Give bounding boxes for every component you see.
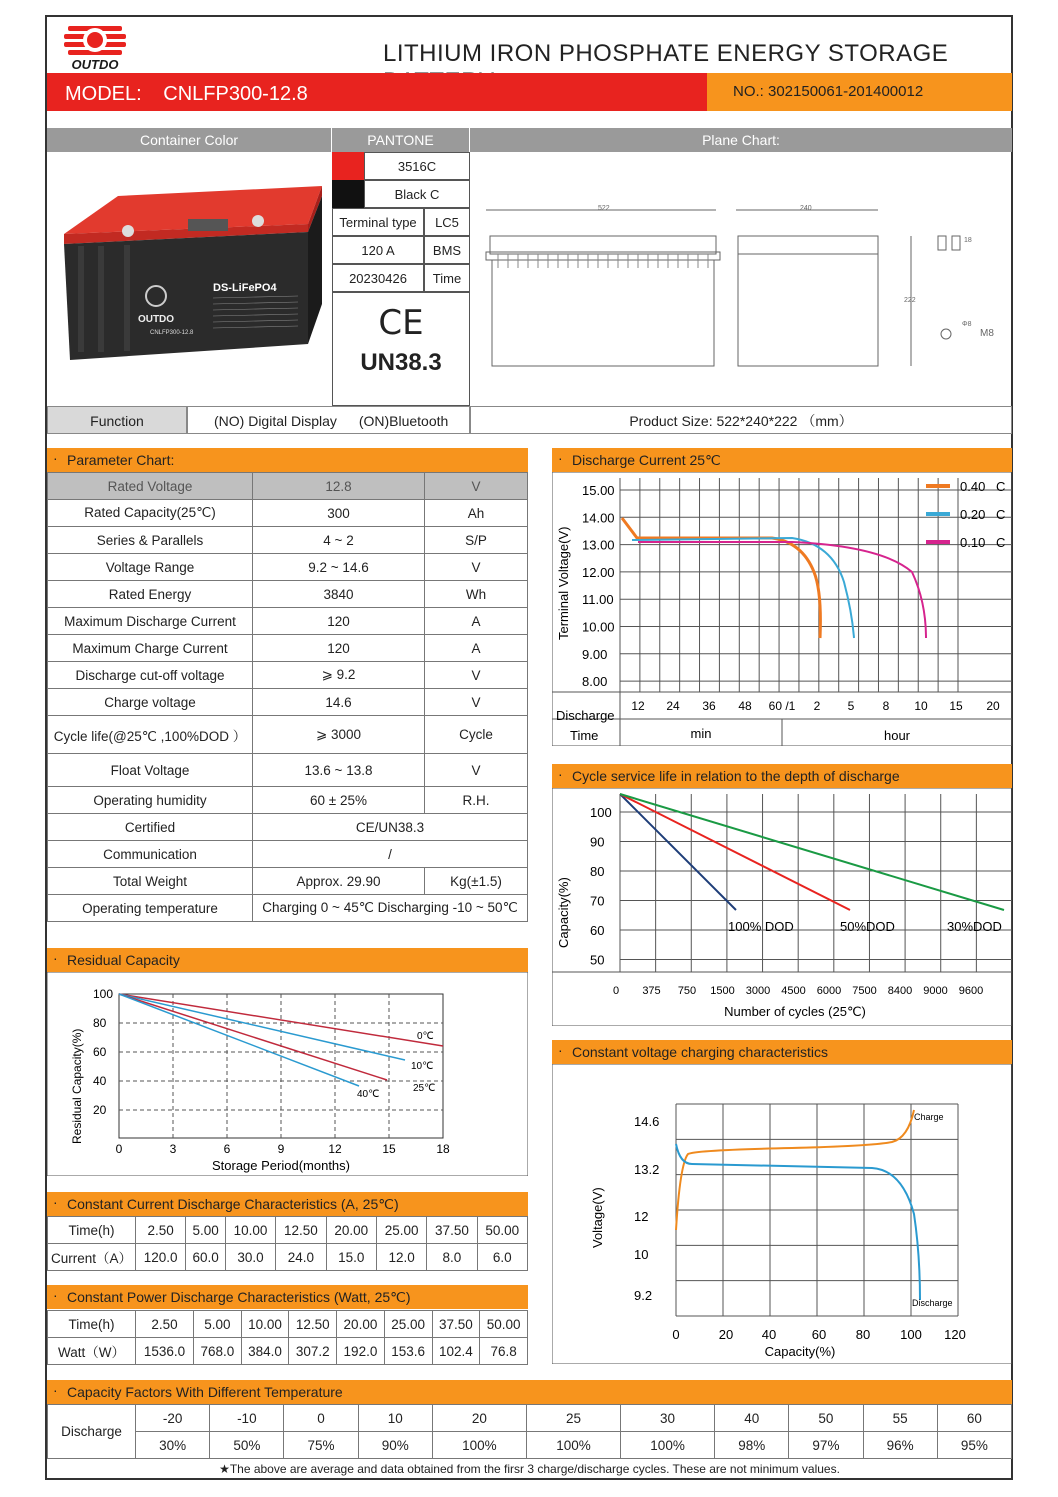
param-value: 3840 bbox=[253, 581, 425, 608]
factor-cell: 97% bbox=[789, 1432, 863, 1459]
dim-length: 522 bbox=[598, 205, 610, 212]
x-tick-label: 20 bbox=[718, 1327, 734, 1342]
table-cell: 12.0 bbox=[376, 1244, 426, 1271]
table-cell: 50.00 bbox=[480, 1311, 528, 1338]
x-tick-label: 4500 bbox=[781, 985, 806, 997]
param-row bbox=[48, 554, 528, 581]
y-tick-label: 20 bbox=[93, 1103, 107, 1117]
param-unit: V bbox=[425, 473, 528, 500]
param-value: 12.8 bbox=[253, 473, 425, 500]
y-tick-label: 40 bbox=[93, 1074, 107, 1088]
param-row bbox=[48, 868, 528, 895]
table-cell: 120.0 bbox=[136, 1244, 186, 1271]
function-digital-display: (NO) Digital Display bbox=[214, 413, 337, 429]
param-value: Charging 0 ~ 45℃ Discharging -10 ~ 50℃ bbox=[253, 895, 528, 922]
y-tick-label: 13.00 bbox=[582, 537, 615, 553]
outdo-logo-icon bbox=[60, 22, 138, 72]
param-unit: V bbox=[425, 554, 528, 581]
y-tick-label: 70 bbox=[590, 893, 605, 909]
cv-charge-header: · Constant voltage charging characteristics bbox=[552, 1040, 1012, 1064]
param-name: Voltage Range bbox=[48, 554, 253, 581]
param-row bbox=[48, 581, 528, 608]
table-cell: 5.00 bbox=[193, 1311, 241, 1338]
table-cell: 25.00 bbox=[384, 1311, 432, 1338]
param-name: Operating temperature bbox=[48, 895, 253, 922]
discharge-label: Discharge bbox=[912, 1298, 953, 1308]
temp-factors-table bbox=[47, 1404, 1012, 1459]
black-swatch bbox=[332, 180, 364, 208]
table-row bbox=[48, 1405, 1012, 1432]
function-value bbox=[187, 406, 470, 434]
legend-unit: C bbox=[996, 479, 1006, 494]
temperature-cell: 40 bbox=[715, 1405, 789, 1432]
series-0.40c bbox=[622, 518, 820, 638]
param-name: Maximum Charge Current bbox=[48, 635, 253, 662]
param-row bbox=[48, 895, 528, 922]
table-cell: 37.50 bbox=[432, 1311, 480, 1338]
param-row bbox=[48, 473, 528, 500]
y-tick-label: 14.6 bbox=[634, 1114, 660, 1129]
temperature-cell: 30 bbox=[621, 1405, 715, 1432]
table-row bbox=[48, 1338, 528, 1365]
x-tick-label: 12 bbox=[328, 1142, 342, 1156]
cv-charge-chart bbox=[552, 1064, 1012, 1364]
footnote: ★The above are average and data obtained from the firsr 3 charge/discharge cycles. These are not minimum values. bbox=[219, 1462, 840, 1476]
brand-name: OUTDO bbox=[71, 57, 119, 72]
x-tick-label: 3000 bbox=[745, 985, 771, 997]
param-row bbox=[48, 841, 528, 868]
param-row bbox=[48, 527, 528, 554]
time-value: 20230426 bbox=[332, 264, 424, 292]
temp-factors-header: · Capacity Factors With Different Temperature bbox=[47, 1380, 1012, 1404]
param-name: Series & Parallels bbox=[48, 527, 253, 554]
y-tick-label: 80 bbox=[93, 1016, 107, 1030]
x-tick-label: 5 bbox=[847, 699, 855, 713]
dim-width: 240 bbox=[800, 205, 812, 212]
table-cell: 50.00 bbox=[477, 1217, 527, 1244]
table-cell: 25.00 bbox=[376, 1217, 426, 1244]
series-40c bbox=[119, 994, 359, 1086]
param-unit: Ah bbox=[425, 500, 528, 527]
param-row bbox=[48, 787, 528, 814]
factor-cell: 96% bbox=[863, 1432, 937, 1459]
x-tick-label: 0 bbox=[612, 985, 620, 997]
bms-value: 120 A bbox=[332, 236, 424, 264]
cp-discharge-header: · Constant Power Discharge Characteristics (Watt, 25℃) bbox=[47, 1285, 528, 1309]
x-tick-label: 48 bbox=[738, 699, 752, 713]
x-tick-label: 0 bbox=[672, 1327, 680, 1342]
terminal-type-value: LC5 bbox=[424, 208, 470, 236]
table-cell: 12.50 bbox=[276, 1217, 326, 1244]
table-row bbox=[48, 1217, 528, 1244]
table-cell: 60.0 bbox=[186, 1244, 225, 1271]
y-tick-label: 13.2 bbox=[634, 1162, 660, 1177]
residual-capacity-chart bbox=[47, 972, 528, 1176]
y-tick-label: 90 bbox=[590, 834, 605, 850]
x-tick-label: 12 bbox=[631, 699, 645, 713]
y-tick-label: 9.00 bbox=[582, 646, 608, 662]
discharge-current-header: · Discharge Current 25℃ bbox=[552, 448, 1012, 472]
y-tick-label: 10 bbox=[634, 1247, 649, 1262]
container-color-header: Container Color bbox=[47, 128, 331, 152]
temperature-cell: 10 bbox=[358, 1405, 432, 1432]
param-name: Charge voltage bbox=[48, 689, 253, 716]
param-row bbox=[48, 662, 528, 689]
x-tick-label: 80 bbox=[855, 1327, 871, 1342]
factor-cell: 30% bbox=[136, 1432, 210, 1459]
legend-value: 0.20 bbox=[960, 507, 986, 522]
table-cell: 192.0 bbox=[337, 1338, 385, 1365]
table-cell: 10.00 bbox=[225, 1217, 275, 1244]
param-row bbox=[48, 716, 528, 754]
param-unit: Wh bbox=[425, 581, 528, 608]
factor-cell: 100% bbox=[621, 1432, 715, 1459]
param-name: Total Weight bbox=[48, 868, 253, 895]
time-label: Time bbox=[424, 264, 470, 292]
factor-cell: 75% bbox=[284, 1432, 358, 1459]
legend-unit: C bbox=[996, 507, 1006, 522]
chart-border bbox=[552, 1064, 1012, 1364]
y-axis-label: Voltage(V) bbox=[590, 1187, 605, 1248]
x-tick-label: 9600 bbox=[958, 985, 984, 997]
temperature-cell: -10 bbox=[210, 1405, 284, 1432]
series-10c bbox=[119, 994, 405, 1060]
table-cell: 153.6 bbox=[384, 1338, 432, 1365]
parameter-chart-header: · Parameter Chart: bbox=[47, 448, 528, 472]
table-cell: 30.0 bbox=[225, 1244, 275, 1271]
param-value: 120 bbox=[253, 608, 425, 635]
table-cell: 8.0 bbox=[427, 1244, 477, 1271]
label-0c: 0℃ bbox=[417, 1031, 434, 1042]
dim-bolt-label: M8 bbox=[980, 328, 994, 339]
red-swatch bbox=[332, 152, 364, 180]
cc-discharge-header: · Constant Current Discharge Characteristics (A, 25℃) bbox=[47, 1192, 528, 1216]
x-axis-label: Number of cycles (25℃) bbox=[724, 1004, 866, 1019]
x-axis-label: Storage Period(months) bbox=[211, 1158, 351, 1173]
x-tick-label: 9000 bbox=[923, 985, 948, 997]
param-row bbox=[48, 500, 528, 527]
x-tick-label: 60 /1 bbox=[768, 699, 796, 713]
param-value: ⩾ 3000 bbox=[253, 716, 425, 754]
table-cell: 2.50 bbox=[136, 1217, 186, 1244]
function-label: Function bbox=[47, 406, 187, 434]
y-axis-label: Residual Capacity(%) bbox=[70, 1028, 84, 1144]
label-30-dod: 30%DOD bbox=[947, 919, 1002, 934]
model-bar bbox=[47, 73, 707, 111]
row-label: Discharge bbox=[556, 708, 615, 723]
table-cell: 20.00 bbox=[337, 1311, 385, 1338]
document-number: NO.: 302150061-201400012 bbox=[707, 73, 1012, 111]
param-unit: Kg(±1.5) bbox=[425, 868, 528, 895]
x-tick-label: 3 bbox=[169, 1142, 177, 1156]
row-label: Watt（W） bbox=[48, 1338, 136, 1365]
factor-cell: 95% bbox=[937, 1432, 1011, 1459]
min-label: min bbox=[690, 726, 712, 741]
plane-chart-header: Plane Chart: bbox=[470, 128, 1012, 152]
dim-height: 222 bbox=[904, 297, 916, 304]
x-tick-label: 40 bbox=[761, 1327, 777, 1342]
table-cell: 37.50 bbox=[427, 1217, 477, 1244]
temperature-cell: 20 bbox=[432, 1405, 526, 1432]
row-label: Time(h) bbox=[48, 1217, 136, 1244]
param-name: Certified bbox=[48, 814, 253, 841]
x-tick-label: 9 bbox=[277, 1142, 285, 1156]
y-axis-label: Terminal Voltage(V) bbox=[556, 526, 571, 640]
param-unit: Cycle bbox=[425, 716, 528, 754]
temperature-cell: 50 bbox=[789, 1405, 863, 1432]
plane-chart-drawing bbox=[476, 196, 1006, 376]
label-100-dod: 100% DOD bbox=[728, 919, 794, 934]
param-name: Cycle life(@25℃ ,100%DOD ） bbox=[48, 716, 253, 754]
param-value: Approx. 29.90 bbox=[253, 868, 425, 895]
x-tick-label: 24 bbox=[666, 699, 680, 713]
param-value: ⩾ 9.2 bbox=[253, 662, 425, 689]
y-tick-label: 12.00 bbox=[582, 564, 615, 580]
hour-label: hour bbox=[883, 728, 911, 743]
legend-value: 0.40 bbox=[960, 479, 986, 494]
bms-label: BMS bbox=[424, 236, 470, 264]
param-unit: S/P bbox=[425, 527, 528, 554]
factor-cell: 90% bbox=[358, 1432, 432, 1459]
label-10c: 10℃ bbox=[411, 1061, 434, 1072]
table-cell: 10.00 bbox=[241, 1311, 289, 1338]
param-row bbox=[48, 814, 528, 841]
x-tick-label: 15 bbox=[382, 1142, 396, 1156]
table-cell: 20.00 bbox=[326, 1217, 376, 1244]
x-tick-label: 375 bbox=[642, 985, 661, 997]
cc-discharge-table bbox=[47, 1216, 528, 1271]
table-cell: 12.50 bbox=[289, 1311, 337, 1338]
x-tick-label: 8 bbox=[882, 699, 890, 713]
param-unit: V bbox=[425, 689, 528, 716]
x-tick-label: 20 bbox=[986, 699, 1000, 713]
param-value: 120 bbox=[253, 635, 425, 662]
un-mark: UN38.3 bbox=[360, 349, 442, 376]
battery-model-text: CNLFP300-12.8 bbox=[150, 330, 194, 336]
param-name: Communication bbox=[48, 841, 253, 868]
table-cell: 384.0 bbox=[241, 1338, 289, 1365]
param-unit: V bbox=[425, 662, 528, 689]
x-tick-label: 2 bbox=[813, 699, 821, 713]
table-cell: 15.0 bbox=[326, 1244, 376, 1271]
x-tick-label: 36 bbox=[702, 699, 716, 713]
x-axis-label: Capacity(%) bbox=[764, 1344, 836, 1359]
param-unit: A bbox=[425, 635, 528, 662]
x-tick-label: 1500 bbox=[710, 985, 735, 997]
label-40c: 40℃ bbox=[357, 1089, 380, 1100]
ce-mark: CE bbox=[378, 303, 424, 343]
y-tick-label: 60 bbox=[590, 923, 605, 938]
param-name: Maximum Discharge Current bbox=[48, 608, 253, 635]
x-tick-label: 10 bbox=[914, 699, 928, 713]
x-tick-label: 0 bbox=[115, 1142, 123, 1156]
battery-image bbox=[58, 176, 328, 362]
table-row bbox=[48, 1432, 1012, 1459]
param-row bbox=[48, 689, 528, 716]
row-label: Discharge bbox=[48, 1405, 136, 1459]
temperature-cell: 55 bbox=[863, 1405, 937, 1432]
param-value: 13.6 ~ 13.8 bbox=[253, 754, 425, 787]
battery-brand-text: OUTDO bbox=[137, 314, 175, 325]
table-cell: 102.4 bbox=[432, 1338, 480, 1365]
charge-curve bbox=[676, 1110, 914, 1230]
factor-cell: 100% bbox=[432, 1432, 526, 1459]
table-row bbox=[48, 1244, 528, 1271]
table-cell: 2.50 bbox=[136, 1311, 194, 1338]
param-row bbox=[48, 608, 528, 635]
table-cell: 768.0 bbox=[193, 1338, 241, 1365]
y-tick-label: 14.00 bbox=[582, 510, 615, 526]
factor-cell: 98% bbox=[715, 1432, 789, 1459]
factor-cell: 100% bbox=[526, 1432, 620, 1459]
x-tick-label: 6000 bbox=[816, 985, 842, 997]
param-value: 60 ± 25% bbox=[253, 787, 425, 814]
y-tick-label: 50 bbox=[590, 952, 605, 968]
battery-label-text: DS-LiFePO4 bbox=[213, 282, 277, 294]
terminal-type-label: Terminal type bbox=[332, 208, 424, 236]
y-tick-label: 8.00 bbox=[582, 674, 608, 690]
function-bluetooth: (ON)Bluetooth bbox=[358, 413, 449, 429]
table-cell: 24.0 bbox=[276, 1244, 326, 1271]
param-value: 4 ~ 2 bbox=[253, 527, 425, 554]
row-label: Time(h) bbox=[48, 1311, 136, 1338]
row-label: Current（A） bbox=[48, 1244, 136, 1271]
model-label: MODEL: bbox=[65, 83, 142, 105]
param-value: 300 bbox=[253, 500, 425, 527]
param-value: 9.2 ~ 14.6 bbox=[253, 554, 425, 581]
table-cell: 1536.0 bbox=[136, 1338, 194, 1365]
discharge-curve bbox=[676, 1144, 920, 1300]
dim-bolt: Φ8 bbox=[962, 321, 972, 328]
param-name: Discharge cut-off voltage bbox=[48, 662, 253, 689]
y-tick-label: 10.00 bbox=[582, 619, 615, 635]
y-tick-label: 100 bbox=[590, 805, 612, 820]
cert-box bbox=[332, 292, 470, 406]
y-tick-label: 12 bbox=[634, 1209, 649, 1224]
param-row bbox=[48, 754, 528, 787]
table-row bbox=[48, 1311, 528, 1338]
x-tick-label: 120 bbox=[944, 1327, 966, 1342]
parameter-table bbox=[47, 472, 528, 922]
x-tick-label: 18 bbox=[436, 1142, 450, 1156]
model-value: CNLFP300-12.8 bbox=[163, 83, 308, 105]
factor-cell: 50% bbox=[210, 1432, 284, 1459]
y-tick-label: 9.2 bbox=[634, 1288, 653, 1303]
legend-unit: C bbox=[996, 535, 1006, 550]
temperature-cell: 25 bbox=[526, 1405, 620, 1432]
table-cell: 307.2 bbox=[289, 1338, 337, 1365]
legend-value: 0.10 bbox=[960, 535, 986, 550]
y-tick-label: 100 bbox=[93, 987, 114, 1001]
cycle-life-header: · Cycle service life in relation to the depth of discharge bbox=[552, 764, 1012, 788]
y-tick-label: 60 bbox=[93, 1045, 107, 1059]
param-name: Float Voltage bbox=[48, 754, 253, 787]
param-name: Operating humidity bbox=[48, 787, 253, 814]
y-tick-label: 15.00 bbox=[582, 483, 615, 498]
label-25c: 25℃ bbox=[413, 1083, 436, 1094]
x-tick-label: 750 bbox=[677, 985, 697, 997]
pantone-red: 3516C bbox=[364, 152, 470, 180]
label-50-dod: 50%DOD bbox=[840, 919, 895, 934]
temperature-cell: 60 bbox=[937, 1405, 1011, 1432]
x-tick-label: 100 bbox=[900, 1327, 922, 1342]
pantone-header: PANTONE bbox=[332, 128, 469, 152]
series-0.10c bbox=[638, 542, 926, 638]
cp-discharge-table bbox=[47, 1310, 528, 1365]
param-value: CE/UN38.3 bbox=[253, 814, 528, 841]
discharge-current-chart bbox=[552, 472, 1012, 746]
param-unit: V bbox=[425, 754, 528, 787]
table-cell: 76.8 bbox=[480, 1338, 528, 1365]
param-value: 14.6 bbox=[253, 689, 425, 716]
param-unit: A bbox=[425, 608, 528, 635]
temperature-cell: 0 bbox=[284, 1405, 358, 1432]
cycle-life-chart bbox=[552, 788, 1012, 1026]
pantone-black: Black C bbox=[364, 180, 470, 208]
series-25c bbox=[119, 994, 387, 1080]
y-tick-label: 11.00 bbox=[582, 592, 614, 608]
x-tick-label: 7500 bbox=[852, 985, 877, 997]
product-size: Product Size: 522*240*222 （mm） bbox=[470, 406, 1012, 434]
dim-terminal: 18 bbox=[964, 237, 972, 244]
param-name: Rated Energy bbox=[48, 581, 253, 608]
x-tick-label: 6 bbox=[223, 1142, 231, 1156]
y-axis-label: Capacity(%) bbox=[556, 877, 571, 948]
table-cell: 6.0 bbox=[477, 1244, 527, 1271]
charge-label: Charge bbox=[914, 1112, 944, 1122]
y-tick-label: 80 bbox=[590, 864, 605, 879]
param-name: Rated Voltage bbox=[48, 473, 253, 500]
param-name: Rated Capacity(25℃) bbox=[48, 500, 253, 527]
param-row bbox=[48, 635, 528, 662]
x-tick-label: 60 bbox=[811, 1327, 827, 1342]
x-tick-label: 8400 bbox=[887, 985, 913, 997]
residual-capacity-header: · Residual Capacity bbox=[47, 948, 528, 972]
param-unit: R.H. bbox=[425, 787, 528, 814]
page-title: LITHIUM IRON PHOSPHATE ENERGY STORAGE bbox=[383, 40, 949, 67]
row-label: Time bbox=[570, 728, 599, 743]
x-tick-label: 15 bbox=[949, 699, 963, 713]
temperature-cell: -20 bbox=[136, 1405, 210, 1432]
param-value: / bbox=[253, 841, 528, 868]
table-cell: 5.00 bbox=[186, 1217, 225, 1244]
series-50-dod bbox=[620, 794, 850, 910]
